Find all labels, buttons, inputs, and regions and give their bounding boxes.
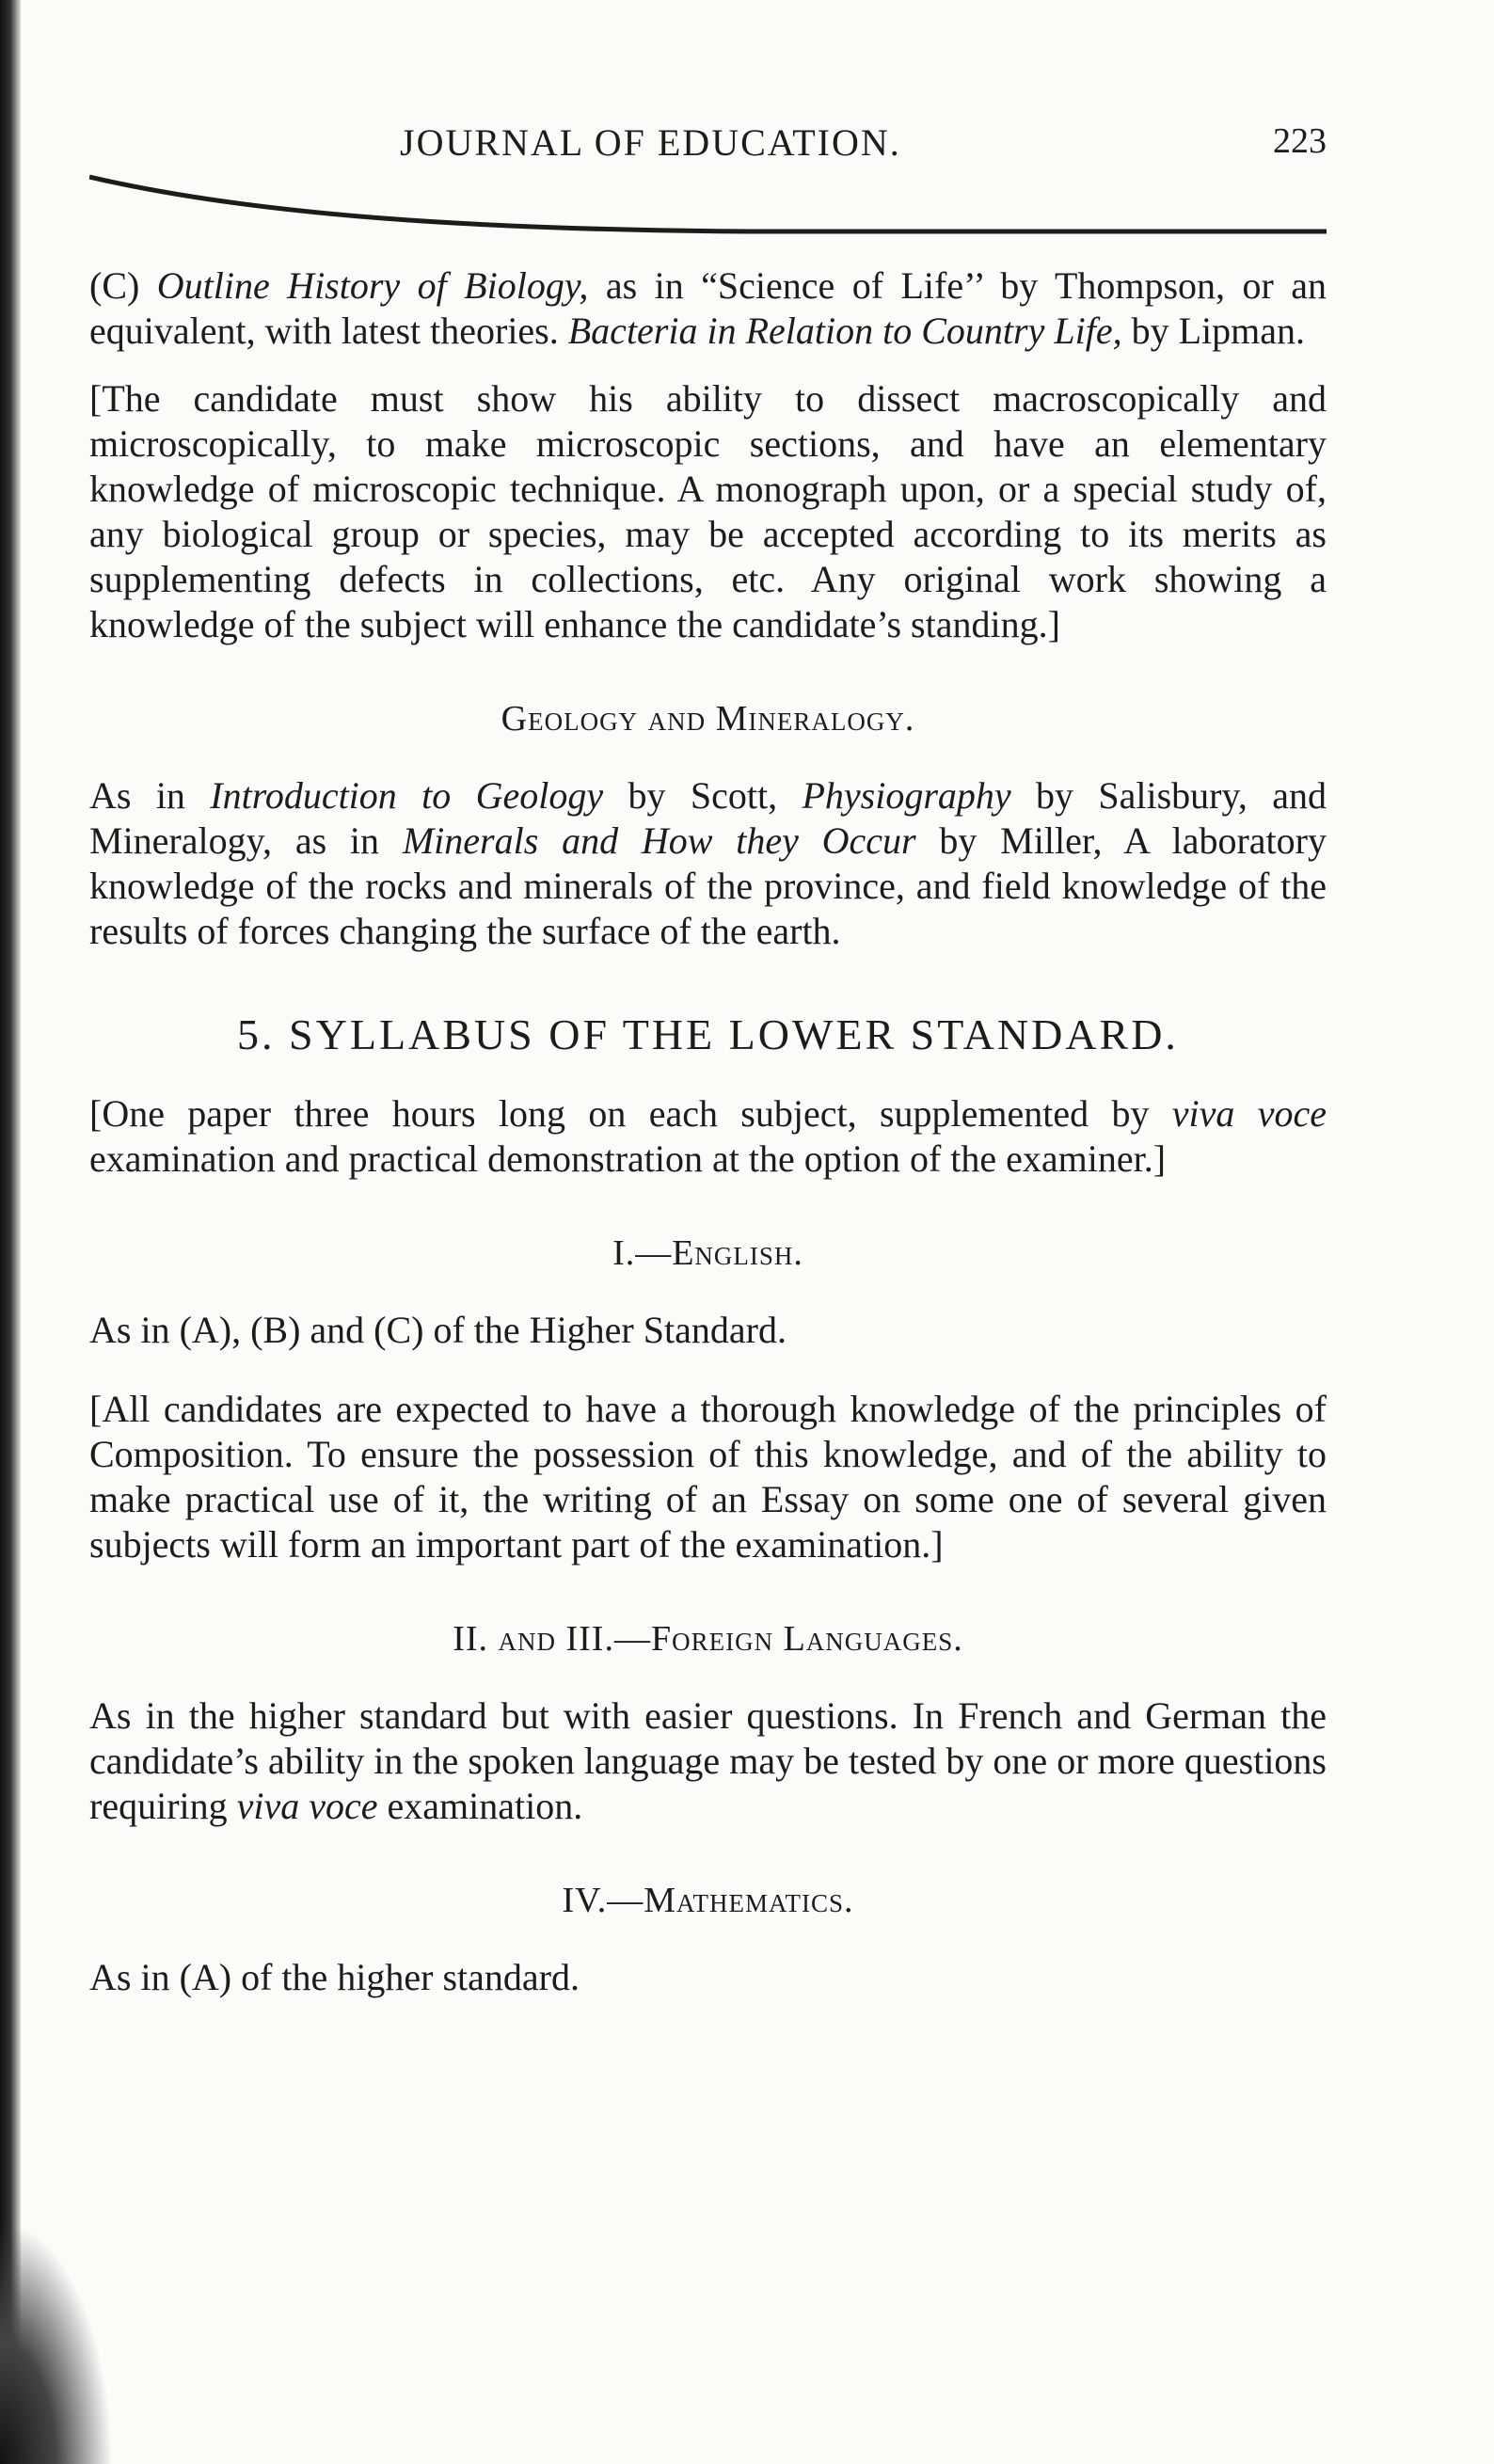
italic-term: viva voce bbox=[1171, 1092, 1327, 1135]
body-text: by Scott, bbox=[603, 774, 803, 817]
biology-reading-c bbox=[89, 263, 1327, 354]
body-text: As in bbox=[89, 774, 211, 817]
english-line: As in (A), (B) and (C) of the Higher Standard. bbox=[89, 1309, 787, 1351]
body-text: by Lipman. bbox=[1121, 310, 1305, 352]
body-text: As in the higher standard but with easier questions. In French and German the candidate’s ability in the spoken language may be tested by one or more questions requiring bbox=[89, 1694, 1327, 1827]
page-header bbox=[89, 120, 1327, 177]
running-title: JOURNAL OF EDUCATION. bbox=[400, 121, 901, 164]
page-body bbox=[89, 263, 1327, 2023]
foreign-languages-text bbox=[89, 1693, 1327, 1829]
foreign-languages-heading: II. and III.—Foreign Languages. bbox=[453, 1619, 963, 1659]
english-heading: I.—English. bbox=[612, 1233, 803, 1273]
book-title: Bacteria in Relation to Country Life, bbox=[567, 310, 1122, 352]
body-text: by Salisbury, and Mineralogy, as in bbox=[89, 774, 1327, 862]
english-note: [All candidates are expected to have a thorough knowledge of the principles of Composition. To ensure the possession of this knowledge, and of the ability to make practical use of it, the writing of an Essay on some one of several given subjects will form an important part of the examination.] bbox=[89, 1388, 1327, 1566]
mathematics-line: As in (A) of the higher standard. bbox=[89, 1956, 580, 1998]
book-title: Introduction to Geology bbox=[210, 774, 604, 817]
lower-standard-note bbox=[89, 1091, 1327, 1182]
item-prefix: (C) bbox=[89, 264, 157, 307]
geology-text bbox=[89, 773, 1327, 954]
book-title: Outline History of Biology, bbox=[156, 264, 589, 307]
body-text: as in “Science of Life’’ by Thompson, or an equivalent, with latest theories. bbox=[89, 264, 1327, 352]
biology-note: [The candidate must show his ability to dissect macroscopically and microscopically, to make microscopic sections, and have an elementary knowledge of microscopic technique. A monograph upon, or a special study of, any biological group or species, may be accepted according to its merits as supplementing defects in collections, etc. Any original work showing a knowledge of the subject will enhance the candidate’s standing.] bbox=[89, 377, 1327, 645]
body-text: examination. bbox=[377, 1785, 583, 1827]
body-text: examination and practical demonstration at the option of the examiner.] bbox=[89, 1137, 1167, 1180]
book-title: Physiography bbox=[802, 774, 1011, 817]
book-spine-shadow bbox=[0, 0, 21, 2464]
italic-term: viva voce bbox=[236, 1785, 378, 1827]
mathematics-heading: IV.—Mathematics. bbox=[562, 1881, 854, 1920]
page-corner-shadow bbox=[0, 2219, 113, 2464]
geology-heading: Geology and Mineralogy. bbox=[501, 699, 915, 739]
header-rule bbox=[89, 171, 1327, 237]
book-title: Minerals and How they Occur bbox=[402, 819, 916, 862]
body-text: by Miller, A laboratory knowledge of the rocks and minerals of the province, and field knowledge of the results of forces changing the surface of the earth. bbox=[89, 819, 1327, 952]
page-number: 223 bbox=[1273, 121, 1327, 161]
body-text: [One paper three hours long on each subject, supplemented by bbox=[89, 1092, 1172, 1135]
lower-standard-title: 5. SYLLABUS OF THE LOWER STANDARD. bbox=[237, 1010, 1179, 1058]
